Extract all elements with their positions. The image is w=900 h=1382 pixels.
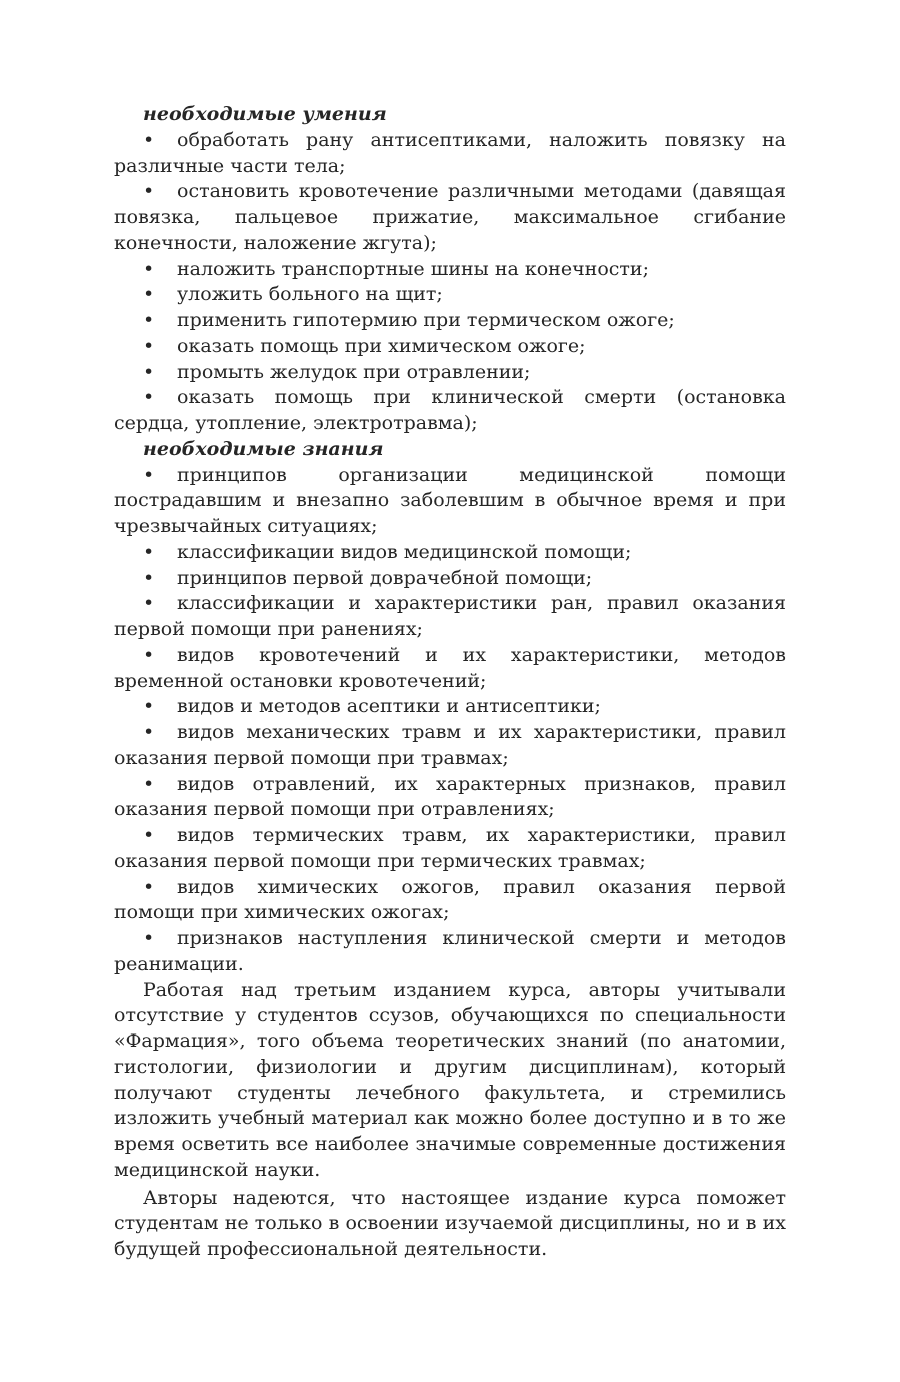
knowledge-item xyxy=(114,643,786,695)
bullet-marker: • xyxy=(143,592,155,615)
skills-item-text: наложить транспортные шины на конечности; xyxy=(177,257,649,280)
skills-item xyxy=(114,385,786,437)
knowledge-item-text: видов отравлений, их характерных признаков, правил оказания первой помощи при отравлениях; xyxy=(114,772,786,821)
knowledge-item xyxy=(114,463,786,540)
bullet-marker: • xyxy=(143,643,155,666)
bullet-marker: • xyxy=(143,566,155,589)
bullet-marker: • xyxy=(143,695,155,718)
bullet-marker: • xyxy=(143,283,155,306)
knowledge-heading: необходимые знания xyxy=(143,437,384,460)
body-paragraph: Авторы надеются, что настоящее издание курса поможет студентам не только в освоении изучаемой дисциплины, но и в их будущей профессиональной деятельности. xyxy=(114,1186,786,1260)
bullet-marker: • xyxy=(143,540,155,563)
knowledge-item-text: принципов организации медицинской помощи пострадавшим и внезапно заболевшим в обычное время и при чрезвычайных ситуациях; xyxy=(114,463,786,537)
bullet-marker: • xyxy=(143,180,155,203)
knowledge-item xyxy=(114,772,786,824)
knowledge-item-text: классификации видов медицинской помощи; xyxy=(177,540,632,563)
skills-item-text: оказать помощь при клинической смерти (остановка сердца, утопление, электротравма); xyxy=(114,386,786,434)
knowledge-item xyxy=(114,875,786,927)
bullet-marker: • xyxy=(143,360,155,383)
knowledge-item-text: видов механических травм и их характеристики, правил оказания первой помощи при травмах; xyxy=(114,721,786,769)
skills-item xyxy=(114,360,786,386)
bullet-marker: • xyxy=(143,463,155,486)
skills-item-text: уложить больного на щит; xyxy=(177,283,443,306)
page-text xyxy=(114,102,786,1263)
bullet-marker: • xyxy=(143,875,155,898)
knowledge-item-text: видов термических травм, их характеристики, правил оказания первой помощи при термических травмах; xyxy=(114,824,786,872)
knowledge-item-text: видов химических ожогов, правил оказания первой помощи при химических ожогах; xyxy=(114,875,786,924)
skills-item xyxy=(114,179,786,256)
knowledge-item-text: принципов первой доврачебной помощи; xyxy=(177,566,593,589)
body-paragraph: Работая над третьим изданием курса, авторы учитывали отсутствие у студентов ссузов, обучающихся по специальности «Фармация», того объема теоретических знаний (по анатомии, гистологии, физиологии и другим дисциплинам), который получают студенты лечебного факультета, и стремились изложить учебный материал как можно более доступно и в то же время осветить все наиболее значимые современные достижения медицинской науки. xyxy=(114,978,786,1181)
skills-item-text: оказать помощь при химическом ожоге; xyxy=(177,334,586,357)
bullet-marker: • xyxy=(143,927,155,949)
skills-item xyxy=(114,257,786,283)
knowledge-item xyxy=(114,823,786,875)
knowledge-item-text: признаков наступления клинической смерти и методов реанимации. xyxy=(114,927,786,975)
skills-item-text: промыть желудок при отравлении; xyxy=(177,360,531,383)
bullet-marker: • xyxy=(143,128,155,151)
bullet-marker: • xyxy=(143,721,155,743)
skills-item-text: применить гипотермию при термическом ожоге; xyxy=(177,309,675,331)
knowledge-item xyxy=(114,591,786,643)
skills-item xyxy=(114,334,786,360)
skills-item xyxy=(114,282,786,308)
bullet-marker: • xyxy=(143,309,155,331)
bullet-marker: • xyxy=(143,386,155,409)
knowledge-item-text: классификации и характеристики ран, правил оказания первой помощи при ранениях; xyxy=(114,592,786,640)
knowledge-item-text: видов кровотечений и их характеристики, методов временной остановки кровотечений; xyxy=(114,643,786,692)
bullet-marker: • xyxy=(143,772,155,795)
bullet-marker: • xyxy=(143,257,155,280)
skills-item xyxy=(114,128,786,180)
knowledge-item xyxy=(114,694,786,720)
bullet-marker: • xyxy=(143,824,155,846)
bullet-marker: • xyxy=(143,334,155,357)
knowledge-item-text: видов и методов асептики и антисептики; xyxy=(177,695,601,718)
skills-item-text: обработать рану антисептиками, наложить повязку на различные части тела; xyxy=(114,128,786,177)
skills-heading: необходимые умения xyxy=(143,103,387,125)
knowledge-item xyxy=(114,566,786,592)
knowledge-item xyxy=(114,926,786,978)
skills-item xyxy=(114,308,786,334)
knowledge-item xyxy=(114,540,786,566)
knowledge-item xyxy=(114,720,786,772)
skills-item-text: остановить кровотечение различными методами (давящая повязка, пальцевое прижатие, максимальное сгибание конечности, наложение жгута); xyxy=(114,180,786,254)
